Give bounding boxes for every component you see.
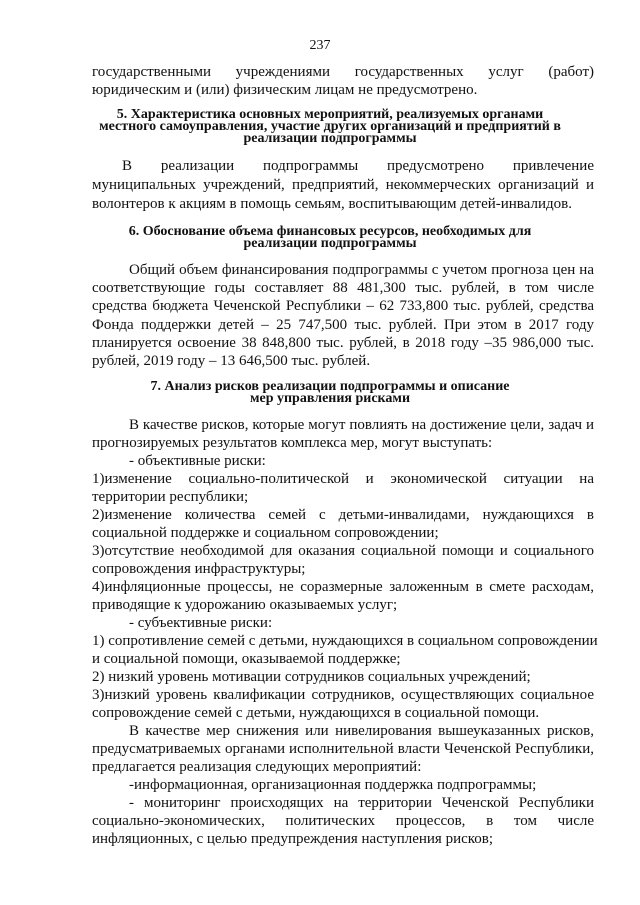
section-heading: 5. Характеристика основных мероприятий, реализуемых органами: [116, 107, 544, 122]
list-item: приводящие к удорожанию оказываемых услуг;: [92, 597, 398, 613]
list-item: 4)инфляционные процессы, не соразмерные заложенным в смете расходам,: [92, 579, 594, 595]
text-line: планируется освоение 38 848,800 тыс. рублей, в 2018 году –35 986,000 тыс.: [92, 335, 594, 351]
text-line: В качестве рисков, которые могут повлиять на достижение цели, задач и: [129, 417, 594, 433]
section-heading: местного самоуправления, участие других организаций и предприятий в: [99, 119, 561, 134]
text-line: волонтеров к акциям в помощь семьям, воспитывающим детей-инвалидов.: [92, 196, 572, 212]
list-item: 2)изменение количества семей с детьми-инвалидами, нуждающихся в: [92, 507, 594, 523]
list-item: 3)низкий уровень квалификации сотрудников, осуществляющих социальное: [92, 687, 594, 703]
text-line: В качестве мер снижения или нивелирования вышеуказанных рисков,: [129, 723, 594, 739]
list-item: 1) сопротивление семей с детьми, нуждающихся в социальном сопровождении: [92, 633, 598, 649]
list-item: сопровождение семей с детьми, нуждающихся в социальной помощи.: [92, 705, 540, 721]
list-item: инфляционных, с целью предупреждения наступления рисков;: [92, 831, 494, 847]
text-line: рублей, 2019 году – 13 646,500 тыс. рублей.: [92, 353, 371, 369]
list-item: сопровождения инфраструктуры;: [92, 561, 306, 577]
section-heading: 7. Анализ рисков реализации подпрограммы и описание: [150, 379, 510, 394]
list-item: и социальной помощи, оказываемой поддержке;: [92, 651, 401, 667]
section-heading: 6. Обоснование объема финансовых ресурсов, необходимых для: [128, 224, 532, 239]
text-line: предусматриваемых органами исполнительной власти Чеченской Республики,: [92, 741, 594, 757]
text-line: прогнозируемых результатов комплекса мер, могут выступать:: [92, 435, 493, 451]
text-line: Фонда поддержки детей – 25 747,500 тыс. рублей. При этом в 2017 году: [92, 317, 594, 333]
text-line: предлагается реализация следующих мероприятий:: [92, 759, 422, 775]
list-item: -информационная, организационная поддержка подпрограммы;: [129, 777, 537, 793]
text-line: Общий объем финансирования подпрограммы с учетом прогноза цен на: [129, 262, 594, 278]
list-item: социально-экономических, политических процессов, в том числе: [92, 813, 594, 829]
list-item: 2) низкий уровень мотивации сотрудников социальных учреждений;: [92, 669, 531, 685]
section-heading: мер управления рисками: [249, 391, 411, 406]
list-heading: - субъективные риски:: [129, 615, 273, 631]
list-item: территории республики;: [92, 489, 249, 505]
text-line: муниципальных учреждений, предприятий, некоммерческих организаций и: [92, 177, 594, 193]
list-item: - мониторинг происходящих на территории Чеченской Республики: [129, 795, 594, 811]
list-item: социальной поддержке и социальном сопровождении;: [92, 525, 439, 541]
list-heading: - объективные риски:: [129, 453, 266, 469]
page-number: 237: [309, 38, 331, 53]
text-line: государственными учреждениями государственных услуг (работ): [92, 64, 594, 80]
section-heading: реализации подпрограммы: [243, 131, 417, 146]
list-item: 3)отсутствие необходимой для оказания социальной помощи и социального: [92, 543, 594, 559]
section-heading: реализации подпрограммы: [243, 236, 417, 251]
text-line: средства бюджета Чеченской Республики – 62 733,800 тыс. рублей, средства: [92, 298, 594, 314]
text-line: соответствующие годы составляет 88 481,300 тыс. рублей, в том числе: [92, 280, 594, 296]
text-line: юридическим и (или) физическим лицам не предусмотрено.: [92, 82, 478, 98]
list-item: 1)изменение социально-политической и экономической ситуации на: [92, 471, 594, 487]
text-line: В реализации подпрограммы предусмотрено привлечение: [122, 158, 594, 174]
